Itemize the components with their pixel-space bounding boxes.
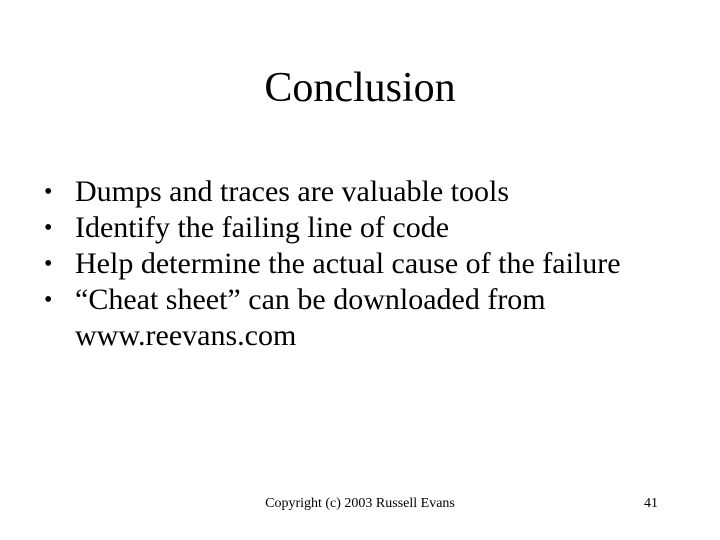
bullet-item bbox=[44, 282, 684, 354]
bullet-dot-icon: • bbox=[44, 215, 53, 241]
bullet-text: “Cheat sheet” can be downloaded from www.reevans.com bbox=[75, 283, 546, 352]
bullet-item bbox=[44, 210, 684, 246]
bullet-list bbox=[44, 174, 684, 354]
bullet-text: Dumps and traces are valuable tools bbox=[75, 175, 510, 208]
bullet-text: Identify the failing line of code bbox=[75, 211, 450, 244]
footer-copyright: Copyright (c) 2003 Russell Evans bbox=[265, 496, 455, 511]
bullet-text: Help determine the actual cause of the failure bbox=[75, 247, 621, 280]
bullet-dot-icon: • bbox=[44, 287, 53, 313]
bullet-dot-icon: • bbox=[44, 179, 53, 205]
slide-title: Conclusion bbox=[264, 65, 456, 111]
bullet-item bbox=[44, 174, 684, 210]
bullet-item bbox=[44, 246, 684, 282]
slide-number: 41 bbox=[644, 496, 658, 511]
bullet-dot-icon: • bbox=[44, 251, 53, 277]
